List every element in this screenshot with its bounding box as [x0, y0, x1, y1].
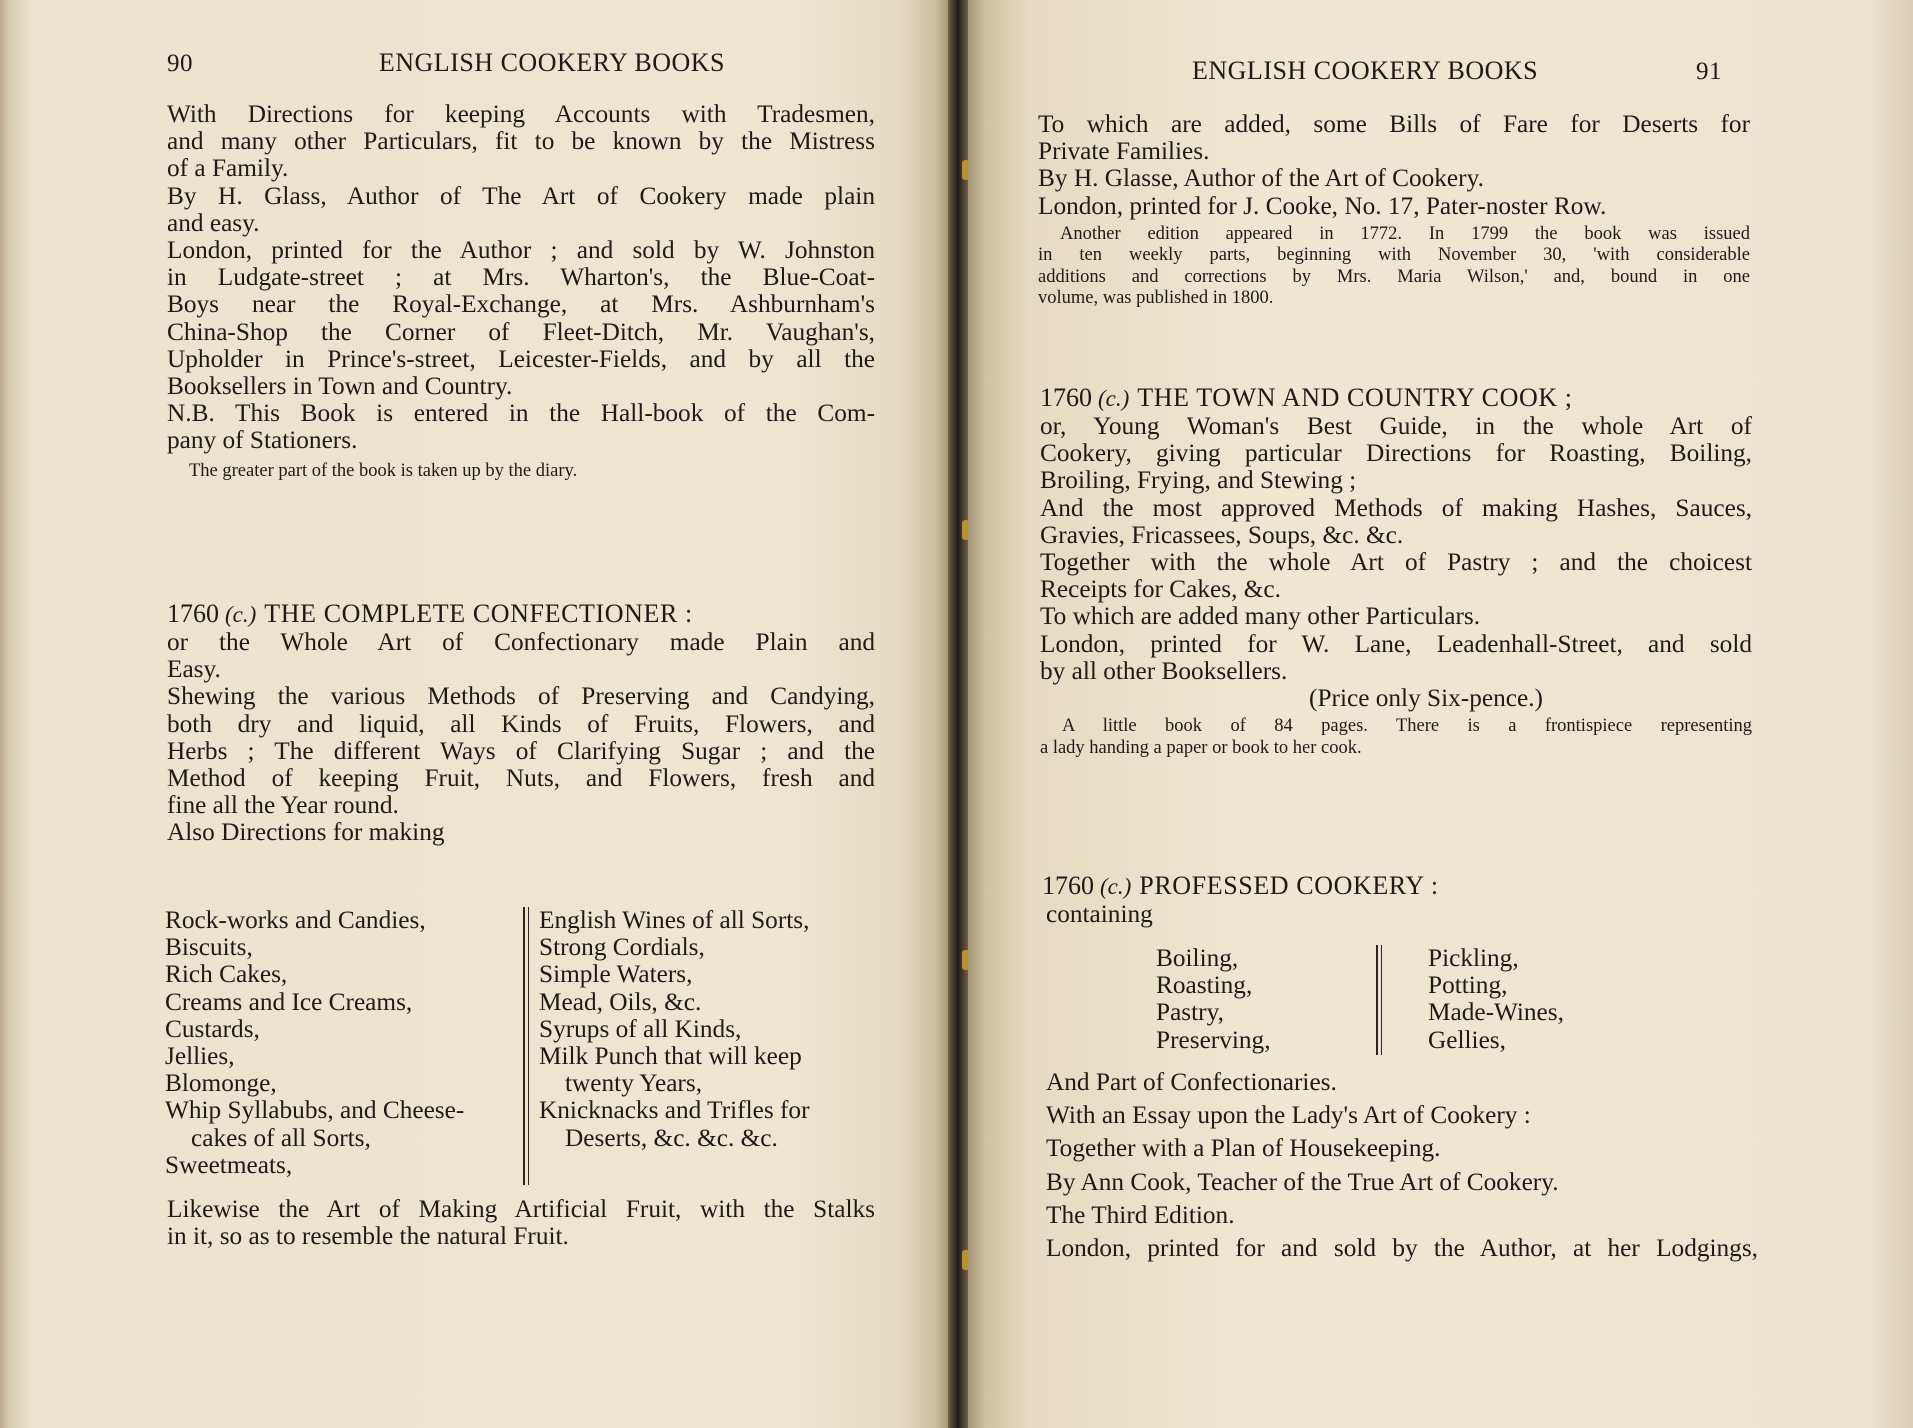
- entry-professed-cookery: [1042, 872, 1754, 928]
- list-item: Gellies,: [1428, 1025, 1506, 1054]
- footnote: [1040, 716, 1752, 759]
- list-item: Blomonge,: [165, 1069, 277, 1098]
- text-line: in Ludgate-street ; at Mrs. Wharton's, the Blue-Coat-: [167, 263, 875, 292]
- professed-text: [1046, 1069, 1758, 1262]
- list-item: Milk Punch that will keep: [539, 1042, 802, 1071]
- text-line: Receipts for Cakes, &c.: [1040, 575, 1281, 604]
- entry-title: THE COMPLETE CONFECTIONER :: [264, 599, 693, 628]
- book-gutter: [948, 0, 968, 1428]
- list-column-right: [539, 907, 810, 1185]
- text-line: N.B. This Book is entered in the Hall-book of the Com-: [167, 399, 875, 428]
- list-item: Roasting,: [1156, 971, 1253, 1000]
- text-line: By Ann Cook, Teacher of the True Art of Cookery.: [1046, 1167, 1559, 1196]
- entry-heading: [1042, 872, 1754, 901]
- list-item: Deserts, &c. &c. &c.: [565, 1123, 778, 1152]
- left-page: [0, 0, 948, 1428]
- running-head: ENGLISH COOKERY BOOKS: [1192, 56, 1539, 85]
- list-column-left: [1156, 945, 1376, 1055]
- note-line: additions and corrections by Mrs. Maria Wilson,' and, bound in one: [1038, 266, 1750, 287]
- list-item: Syrups of all Kinds,: [539, 1014, 742, 1043]
- list-item: Pastry,: [1156, 998, 1224, 1027]
- confectioner-closing: [167, 1196, 875, 1250]
- list-column-right: [1428, 945, 1564, 1055]
- text-line: Upholder in Prince's-street, Leicester-Fields, and by all the: [167, 344, 875, 373]
- column-divider: [1376, 945, 1378, 1055]
- list-column-left: [165, 907, 523, 1185]
- text-line: Together with a Plan of Housekeeping.: [1046, 1134, 1441, 1163]
- text-line: And Part of Confectionaries.: [1046, 1068, 1337, 1096]
- text-line: By H. Glasse, Author of the Art of Cookery.: [1038, 164, 1484, 193]
- left-intro: [167, 101, 875, 482]
- text-line: London, printed for the Author ; and sold by W. Johnston: [167, 236, 875, 265]
- text-line: and easy.: [167, 208, 260, 237]
- professed-lists: [1156, 945, 1564, 1055]
- entry-town-and-country-cook: [1040, 384, 1752, 759]
- list-item: Rich Cakes,: [165, 960, 288, 989]
- list-item: Rock-works and Candies,: [165, 906, 426, 934]
- list-item: Potting,: [1428, 971, 1508, 1000]
- list-item: Boiling,: [1156, 944, 1239, 972]
- list-item: Preserving,: [1156, 1025, 1271, 1054]
- text-line: With Directions for keeping Accounts with Tradesmen,: [167, 100, 875, 128]
- text-line: Also Directions for making: [167, 818, 445, 847]
- text-line: Cookery, giving particular Directions for Roasting, Boiling,: [1040, 439, 1752, 468]
- text-line: both dry and liquid, all Kinds of Fruits, Flowers, and: [167, 709, 875, 738]
- list-item: Custards,: [165, 1014, 260, 1043]
- list-item: Biscuits,: [165, 933, 253, 962]
- text-line: And the most approved Methods of making Hashes, Sauces,: [1040, 493, 1752, 522]
- confectioner-lists: [165, 907, 810, 1185]
- text-line: The Third Edition.: [1046, 1200, 1235, 1229]
- entry-heading: [167, 600, 875, 629]
- note-line: a lady handing a paper or book to her cook.: [1040, 737, 1362, 758]
- list-item: Sweetmeats,: [165, 1150, 293, 1179]
- text-line: in it, so as to resemble the natural Fruit.: [167, 1222, 569, 1251]
- page-number: 90: [167, 50, 193, 77]
- column-divider: [523, 907, 525, 1185]
- text-line: London, printed for and sold by the Author, at her Lodgings,: [1046, 1234, 1758, 1263]
- list-item: Strong Cordials,: [539, 933, 705, 962]
- text-line: containing: [1046, 900, 1153, 928]
- left-page-header: [167, 48, 725, 78]
- list-item: Jellies,: [165, 1042, 235, 1071]
- price-line: (Price only Six-pence.): [1309, 684, 1543, 713]
- entry-circa: (c.): [1098, 386, 1130, 411]
- text-line: By H. Glass, Author of The Art of Cookery made plain: [167, 181, 875, 210]
- text-line: Likewise the Art of Making Artificial Fruit, with the Stalks: [167, 1195, 875, 1223]
- entry-heading: [1040, 384, 1752, 413]
- entry-year: 1760: [1042, 871, 1094, 900]
- text-line: With an Essay upon the Lady's Art of Cookery :: [1046, 1101, 1531, 1130]
- entry-year: 1760: [1040, 383, 1092, 412]
- list-item: cakes of all Sorts,: [191, 1123, 371, 1152]
- text-line: Together with the whole Art of Pastry ; and the choicest: [1040, 548, 1752, 577]
- list-item: Knicknacks and Trifles for: [539, 1096, 810, 1125]
- right-page: [968, 0, 1913, 1428]
- list-item: Simple Waters,: [539, 960, 693, 989]
- text-line: Broiling, Frying, and Stewing ;: [1040, 466, 1357, 495]
- list-item: twenty Years,: [565, 1069, 703, 1098]
- text-line: and many other Particulars, fit to be known by the Mistress: [167, 127, 875, 156]
- text-line: Herbs ; The different Ways of Clarifying Sugar ; and the: [167, 736, 875, 765]
- text-line: by all other Booksellers.: [1040, 656, 1288, 685]
- note-line: A little book of 84 pages. There is a frontispiece representing: [1062, 716, 1752, 737]
- text-line: Boys near the Royal-Exchange, at Mrs. Ashburnham's: [167, 290, 875, 319]
- text-line: To which are added many other Particulars.: [1040, 602, 1481, 631]
- running-head: ENGLISH COOKERY BOOKS: [378, 48, 725, 77]
- list-item: Whip Syllabubs, and Cheese-: [165, 1096, 465, 1125]
- text-line: London, printed for W. Lane, Leadenhall-Street, and sold: [1040, 629, 1752, 658]
- list-item: English Wines of all Sorts,: [539, 906, 810, 934]
- text-line: Method of keeping Fruit, Nuts, and Flowers, fresh and: [167, 764, 875, 793]
- entry-title: PROFESSED COOKERY :: [1139, 871, 1439, 900]
- text-line: pany of Stationers.: [167, 426, 358, 455]
- entry-year: 1760: [167, 599, 219, 628]
- text-line: Easy.: [167, 655, 221, 684]
- text-line: or, Young Woman's Best Guide, in the whole Art of: [1040, 412, 1752, 440]
- text-line: or the Whole Art of Confectionary made Plain and: [167, 628, 875, 656]
- right-intro: [1038, 111, 1750, 310]
- list-item: Mead, Oils, &c.: [539, 987, 702, 1016]
- entry-title: THE TOWN AND COUNTRY COOK ;: [1137, 383, 1573, 412]
- text-line: Private Families.: [1038, 137, 1210, 166]
- text-line: of a Family.: [167, 154, 289, 183]
- list-item: Pickling,: [1428, 944, 1519, 972]
- note-line: volume, was published in 1800.: [1038, 288, 1274, 309]
- text-line: China-Shop the Corner of Fleet-Ditch, Mr. Vaughan's,: [167, 317, 875, 346]
- entry-complete-confectioner: [167, 600, 875, 847]
- text-line: fine all the Year round.: [167, 791, 399, 820]
- footnote: [1038, 224, 1750, 310]
- note-line: Another edition appeared in 1772. In 1799 the book was issued: [1060, 223, 1750, 244]
- note-line: in ten weekly parts, beginning with November 30, 'with considerable: [1038, 245, 1750, 266]
- page-number: 91: [1696, 58, 1722, 85]
- right-page-header: [1192, 56, 1722, 86]
- text-line: Gravies, Fricassees, Soups, &c. &c.: [1040, 520, 1404, 549]
- entry-circa: (c.): [225, 602, 257, 627]
- text-line: London, printed for J. Cooke, No. 17, Pater-noster Row.: [1038, 191, 1607, 220]
- footnote: The greater part of the book is taken up by the diary.: [189, 460, 578, 481]
- list-item: Made-Wines,: [1428, 998, 1564, 1027]
- entry-circa: (c.): [1100, 874, 1132, 899]
- list-item: Creams and Ice Creams,: [165, 987, 413, 1016]
- text-line: Booksellers in Town and Country.: [167, 372, 513, 401]
- text-line: Shewing the various Methods of Preserving and Candying,: [167, 682, 875, 711]
- text-line: To which are added, some Bills of Fare for Deserts for: [1038, 110, 1750, 138]
